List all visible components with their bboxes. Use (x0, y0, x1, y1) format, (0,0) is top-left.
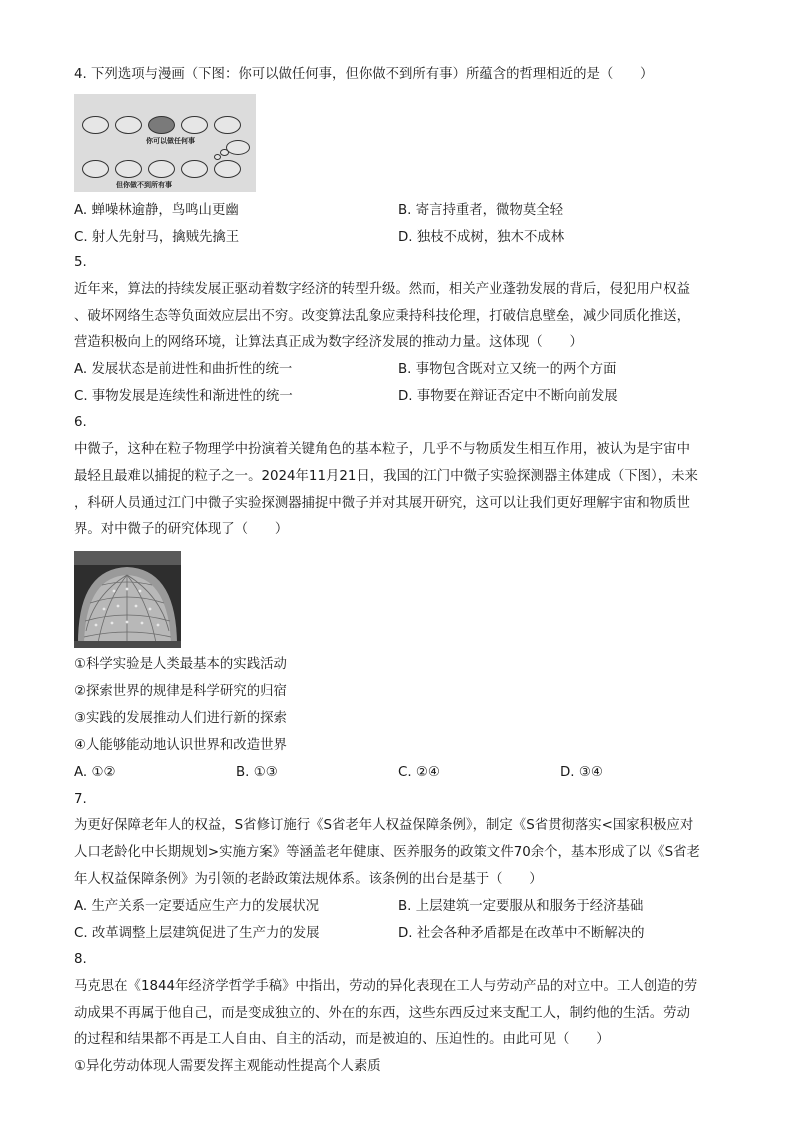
q6-line-4: 界。对中微子的研究体现了（ ） (74, 522, 289, 537)
q4-option-b[interactable]: B. 寄言持重者，微物莫全轻 (398, 203, 563, 218)
thought-dot (214, 154, 221, 160)
thought-bubble (226, 140, 250, 155)
q5-line-2: 、破坏网络生态等负面效应层出不穷。改变算法乱象应秉持科技伦理，打破信息壁垒，减少同质化推送， (74, 309, 690, 324)
detector-dome-illustration (74, 551, 181, 648)
q4-option-d[interactable]: D. 独枝不成树，独木不成林 (398, 230, 565, 245)
cartoon-circle (115, 116, 142, 134)
q8-statement-1: ①异化劳动体现人需要发挥主观能动性提高个人素质 (74, 1059, 381, 1074)
cartoon-circle (82, 160, 109, 178)
cartoon-circle-filled (148, 116, 175, 134)
cartoon-circle (181, 116, 208, 134)
q5-option-b[interactable]: B. 事物包含既对立又统一的两个方面 (398, 362, 617, 377)
q5-line-1: 近年来，算法的持续发展正驱动着数字经济的转型升级。然而，相关产业蓬勃发展的背后，侵犯用户权益 (74, 282, 690, 297)
q7-line-3: 年人权益保障条例》为引领的老龄政策法规体系。该条例的出台是基于（ ） (74, 872, 543, 887)
q4-cartoon-image (74, 94, 256, 192)
q6-line-3: ，科研人员通过江门中微子实验探测器捕捉中微子并对其展开研究，这可以让我们更好理解宇宙和物质世 (74, 496, 690, 511)
q6-option-d[interactable]: D. ③④ (560, 765, 603, 780)
q5-option-c[interactable]: C. 事物发展是连续性和渐进性的统一 (74, 389, 293, 404)
q7-line-2: 人口老龄化中长期规划>实施方案》等涵盖老年健康、医养服务的政策文件70余个，基本形成了以《S省老 (74, 845, 700, 860)
q6-statement-1: ①科学实验是人类最基本的实践活动 (74, 657, 287, 672)
q7-option-d[interactable]: D. 社会各种矛盾都是在改革中不断解决的 (398, 926, 645, 941)
q4-title: 4. 下列选项与漫画（下图：你可以做任何事，但你做不到所有事）所蕴含的哲理相近的是（ ） (74, 67, 654, 82)
q4-option-a[interactable]: A. 蝉噪林逾静，鸟鸣山更幽 (74, 203, 239, 218)
cartoon-circle (82, 116, 109, 134)
q7-number: 7. (74, 792, 87, 807)
q6-line-2: 最轻且最难以捕捉的粒子之一。2024年11月21日，我国的江门中微子实验探测器主体建成（下图），未来 (74, 469, 698, 484)
q6-option-b[interactable]: B. ①③ (236, 765, 278, 780)
cartoon-circle (214, 160, 241, 178)
q8-line-1: 马克思在《1844年经济学哲学手稿》中指出，劳动的异化表现在工人与劳动产品的对立中。工人创造的劳 (74, 979, 698, 994)
q6-number: 6. (74, 415, 87, 430)
q7-option-a[interactable]: A. 生产关系一定要适应生产力的发展状况 (74, 899, 320, 914)
q7-line-1: 为更好保障老年人的权益，S省修订施行《S省老年人权益保障条例》，制定《S省贯彻落实<国家积极应对 (74, 818, 694, 833)
q6-statement-2: ②探索世界的规律是科学研究的归宿 (74, 684, 287, 699)
q6-line-1: 中微子，这种在粒子物理学中扮演着关键角色的基本粒子，几乎不与物质发生相互作用，被认为是宇宙中 (74, 442, 690, 457)
q6-option-c[interactable]: C. ②④ (398, 765, 440, 780)
q6-statement-3: ③实践的发展推动人们进行新的探索 (74, 711, 287, 726)
q5-option-d[interactable]: D. 事物要在辩证否定中不断向前发展 (398, 389, 618, 404)
q5-option-a[interactable]: A. 发展状态是前进性和曲折性的统一 (74, 362, 293, 377)
q6-statement-4: ④人能够能动地认识世界和改造世界 (74, 738, 287, 753)
cartoon-circle (148, 160, 175, 178)
q5-line-3: 营造积极向上的网络环境，让算法真正成为数字经济发展的推动力量。这体现（ ） (74, 335, 583, 350)
q7-option-b[interactable]: B. 上层建筑一定要服从和服务于经济基础 (398, 899, 644, 914)
q8-number: 8. (74, 952, 87, 967)
q5-number: 5. (74, 255, 87, 270)
cartoon-circle (214, 116, 241, 134)
q4-option-c[interactable]: C. 射人先射马，擒贼先擒王 (74, 230, 240, 245)
cartoon-circle (115, 160, 142, 178)
q6-option-a[interactable]: A. ①② (74, 765, 116, 780)
cartoon-caption-top: 你可以做任何事 (146, 137, 195, 145)
q6-detector-photo (74, 551, 181, 648)
q7-option-c[interactable]: C. 改革调整上层建筑促进了生产力的发展 (74, 926, 320, 941)
q8-line-2: 动成果不再属于他自己，而是变成独立的、外在的东西，这些东西反过来支配工人，制约他的生活。劳动 (74, 1006, 690, 1021)
q8-line-3: 的过程和结果都不再是工人自由、自主的活动，而是被迫的、压迫性的。由此可见（ ） (74, 1032, 610, 1047)
cartoon-caption-bottom: 但你做不到所有事 (116, 181, 172, 189)
cartoon-circle (181, 160, 208, 178)
